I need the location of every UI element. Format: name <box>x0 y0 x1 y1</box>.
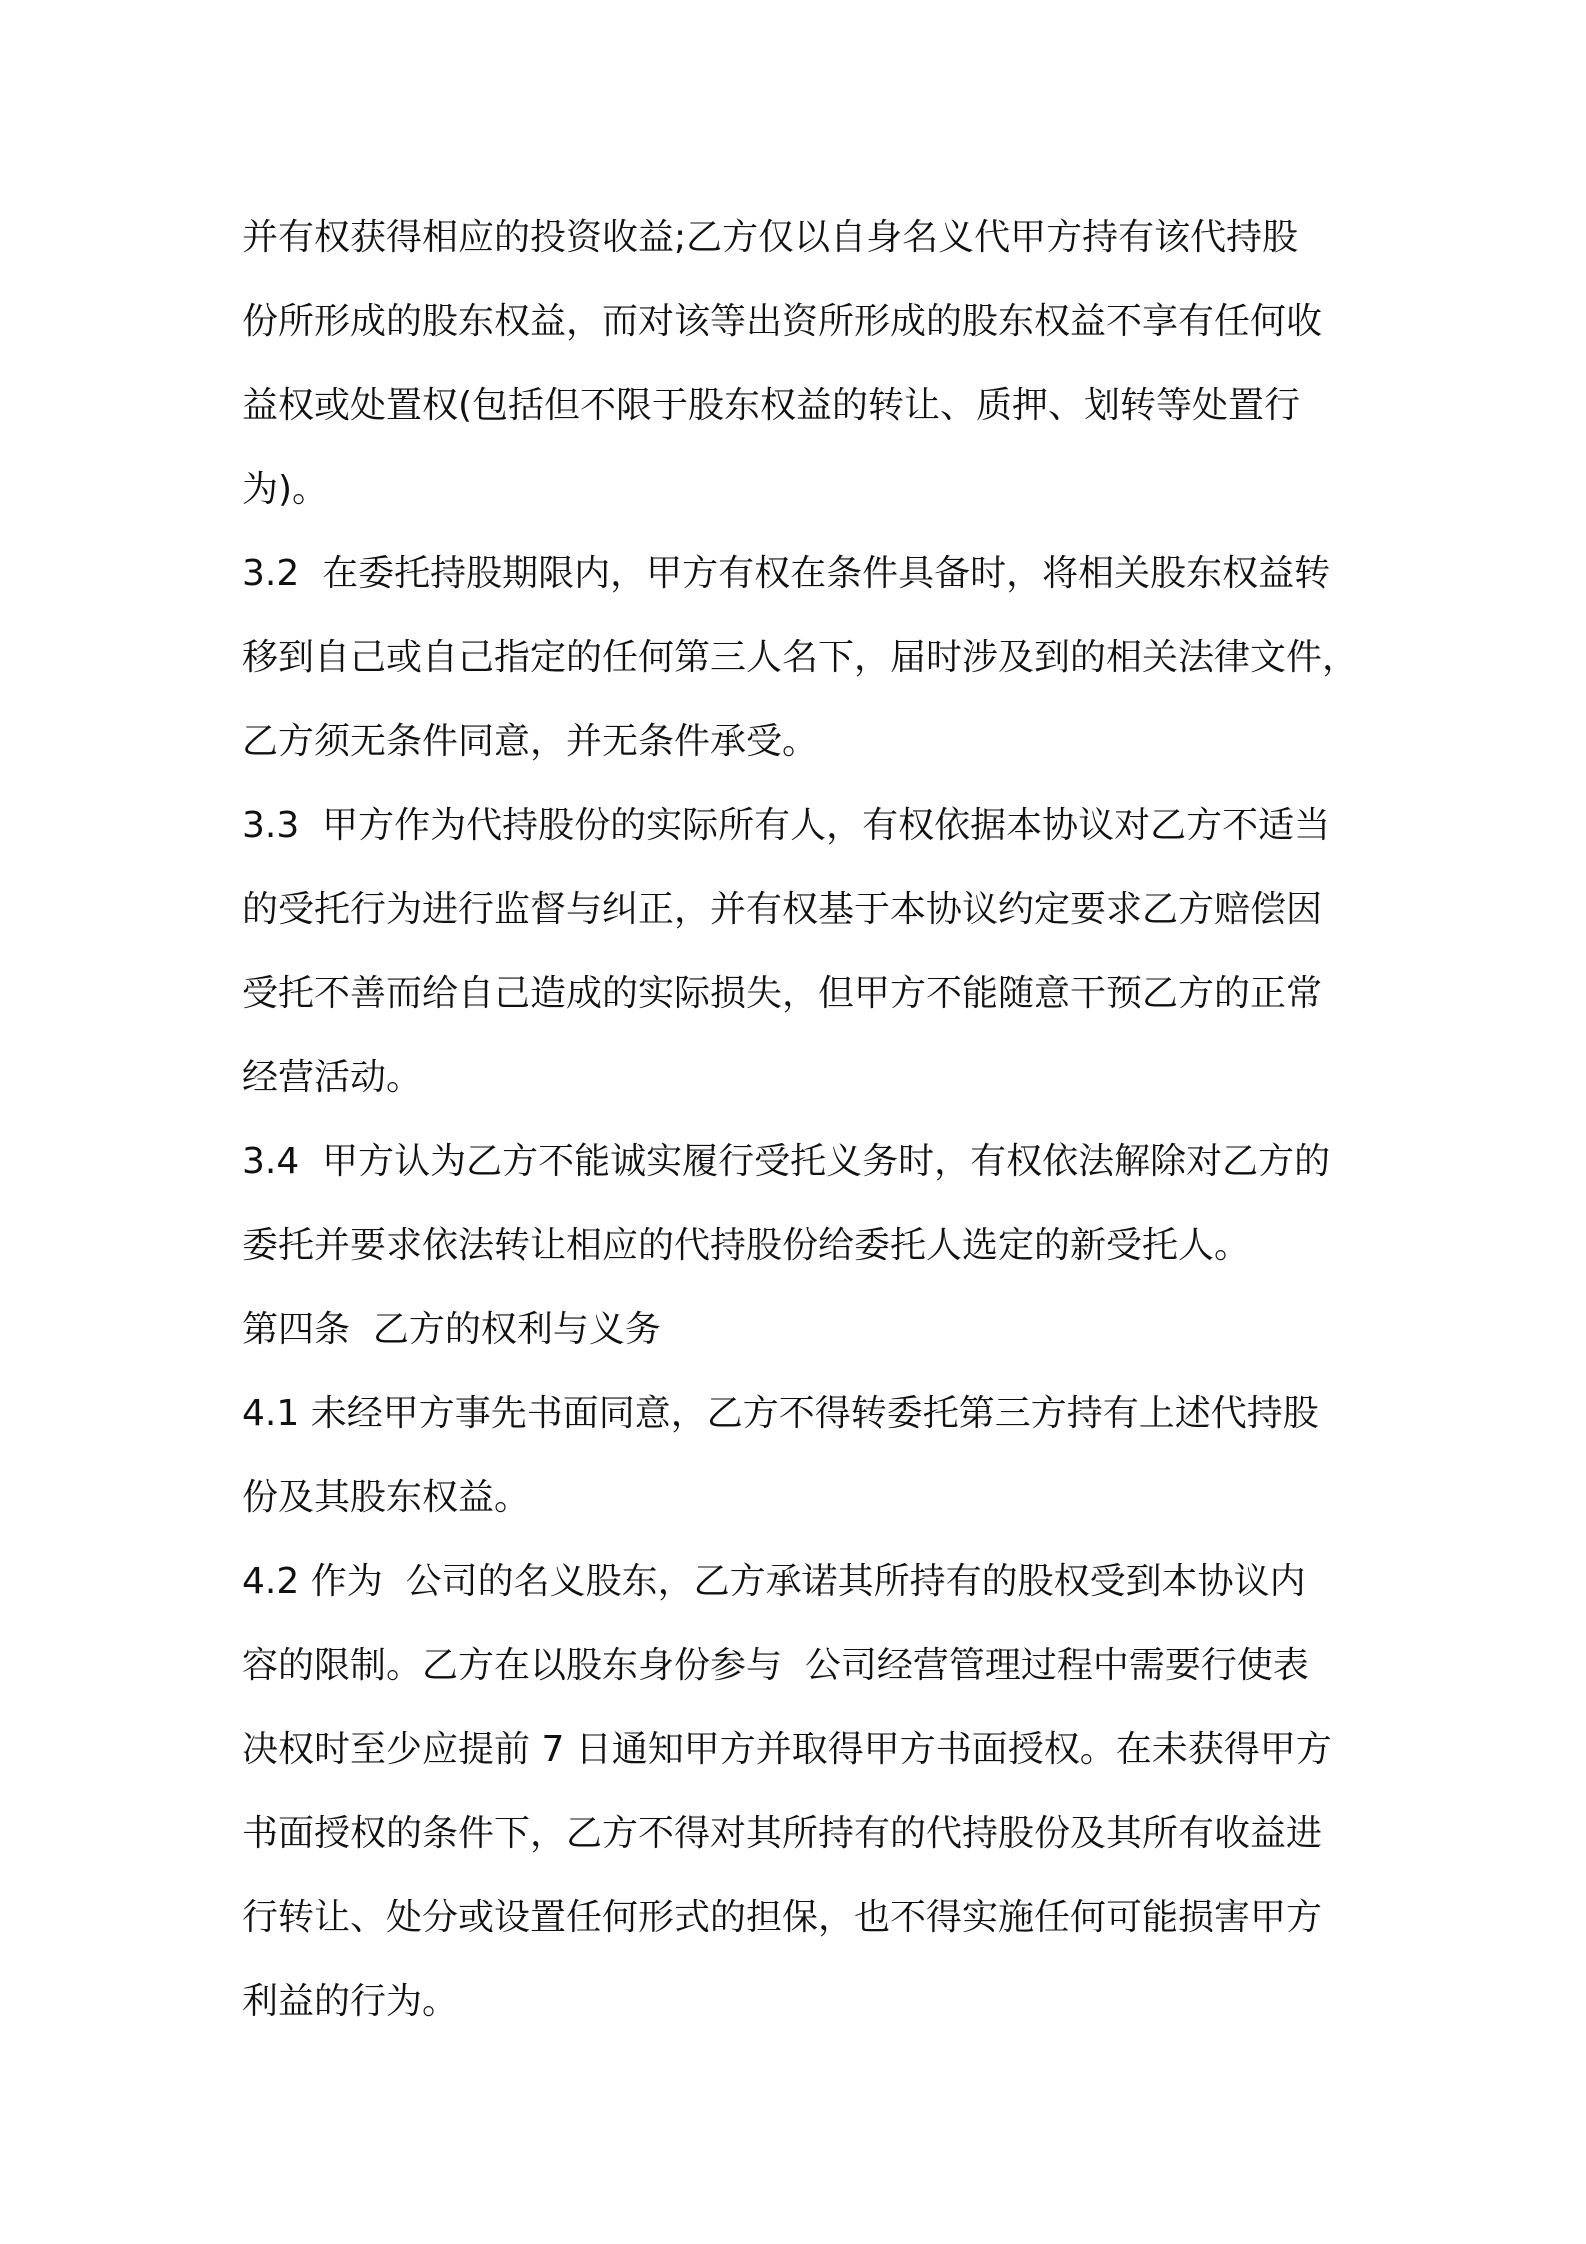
clause-4-2-line: 4.2 作为 公司的名义股东，乙方承诺其所持有的股权受到本协议内 <box>242 1561 1306 1602</box>
clause-3-4-line: 3.4 甲方认为乙方不能诚实履行受托义务时，有权依法解除对乙方的 <box>242 1141 1331 1182</box>
body-line: 乙方须无条件同意，并无条件承受。 <box>242 721 819 762</box>
body-line: 委托并要求依法转让相应的代持股份给委托人选定的新受托人。 <box>242 1225 1251 1266</box>
clause-3-2-line: 3.2 在委托持股期限内，甲方有权在条件具备时，将相关股东权益转 <box>242 553 1331 594</box>
body-line: 份所形成的股东权益，而对该等出资所形成的股东权益不享有任何收 <box>242 301 1323 342</box>
body-line: 并有权获得相应的投资收益;乙方仅以自身名义代甲方持有该代持股 <box>242 217 1299 258</box>
body-line: 经营活动。 <box>242 1057 423 1098</box>
body-line: 书面授权的条件下，乙方不得对其所持有的代持股份及其所有收益进 <box>242 1813 1323 1854</box>
body-line: 决权时至少应提前 7 日通知甲方并取得甲方书面授权。在未获得甲方 <box>242 1729 1332 1770</box>
body-line: 益权或处置权(包括但不限于股东权益的转让、质押、划转等处置行 <box>242 385 1301 426</box>
clause-3-3-line: 3.3 甲方作为代持股份的实际所有人，有权依据本协议对乙方不适当 <box>242 805 1331 846</box>
document-body <box>242 196 1372 2044</box>
body-line: 的受托行为进行监督与纠正，并有权基于本协议约定要求乙方赔偿因 <box>242 889 1323 930</box>
body-line: 移到自己或自己指定的任何第三人名下，届时涉及到的相关法律文件， <box>242 637 1359 678</box>
article-4-heading: 第四条 乙方的权利与义务 <box>242 1309 661 1350</box>
clause-4-1-line: 4.1 未经甲方事先书面同意，乙方不得转委托第三方持有上述代持股 <box>242 1393 1319 1434</box>
body-line: 利益的行为。 <box>242 1981 459 2022</box>
body-line: 份及其股东权益。 <box>242 1477 531 1518</box>
body-line: 容的限制。乙方在以股东身份参与 公司经营管理过程中需要行使表 <box>242 1645 1309 1686</box>
body-line: 为)。 <box>242 469 329 510</box>
body-line: 受托不善而给自己造成的实际损失，但甲方不能随意干预乙方的正常 <box>242 973 1323 1014</box>
body-line: 行转让、处分或设置任何形式的担保，也不得实施任何可能损害甲方 <box>242 1897 1323 1938</box>
